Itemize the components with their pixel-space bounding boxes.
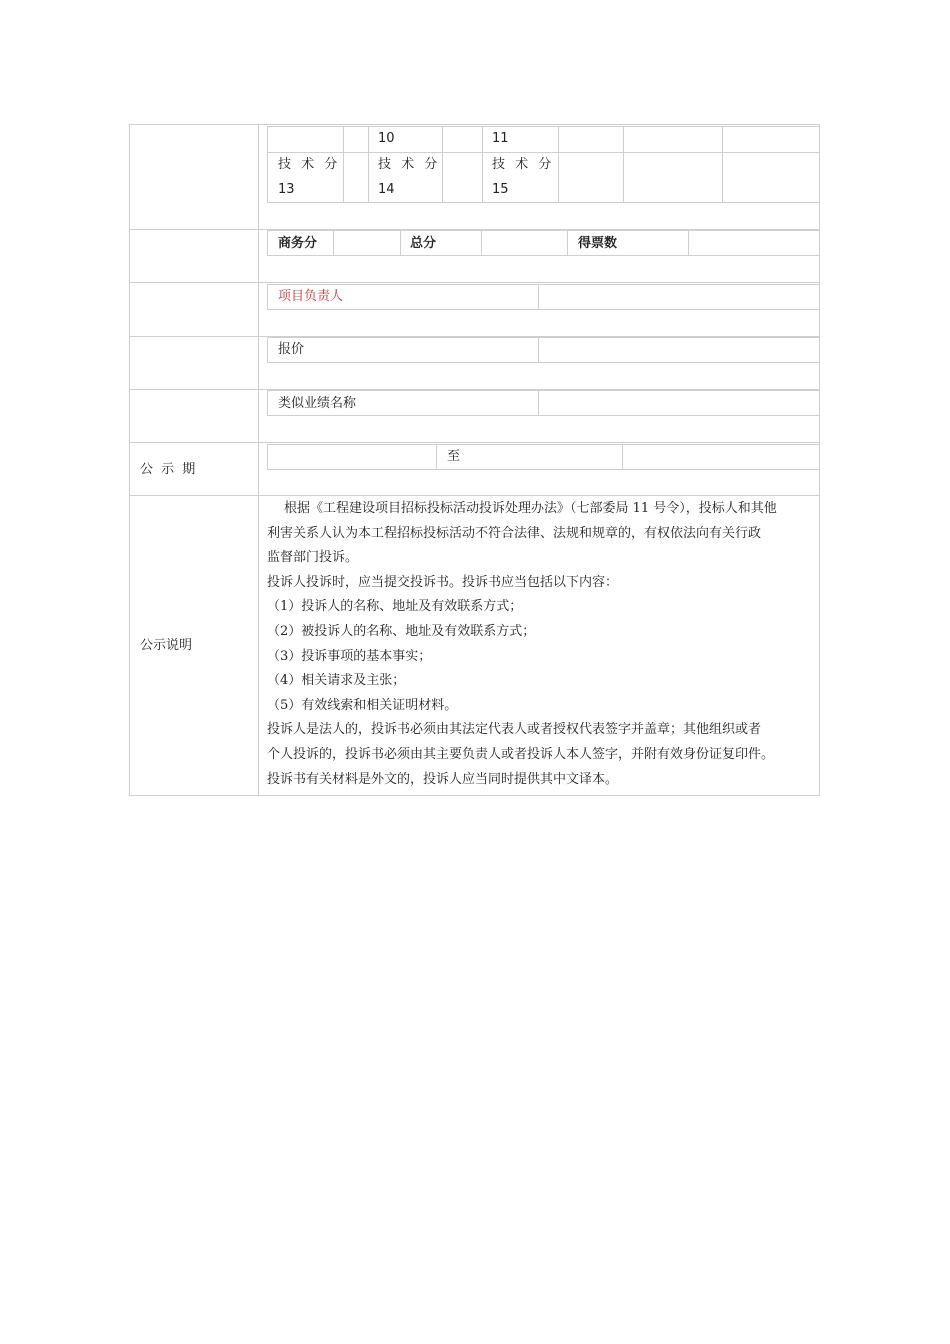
- tech-score-label-15: 技 术 分: [492, 157, 555, 172]
- notice-line: （4）相关请求及主张；: [267, 673, 406, 689]
- tech-score-label-14: 技 术 分: [378, 157, 441, 172]
- notice-line: （3）投诉事项的基本事实；: [267, 648, 432, 664]
- price-grid: [267, 337, 820, 363]
- notice-line: 根据《工程建设项目招标投标活动投诉处理办法》（七部委局 11 号令），投标人和其他: [284, 501, 777, 516]
- total-score-label: 总分: [410, 236, 437, 251]
- label-column-divider: [258, 124, 259, 796]
- tech-score-col-divider: [482, 126, 483, 203]
- price-label: 报价: [278, 342, 305, 357]
- tech-score-label-13: 技 术 分: [278, 157, 341, 172]
- row-separator: [129, 495, 820, 496]
- totals-col-divider: [567, 230, 568, 256]
- totals-col-divider: [481, 230, 482, 256]
- tech-score-col-divider: [343, 126, 344, 203]
- row-separator: [129, 282, 820, 283]
- tech-score-col-divider: [722, 126, 723, 203]
- publicity-period-to: 至: [447, 449, 461, 464]
- notice-line: 投诉书有关材料是外文的，投诉人应当同时提供其中文译本。: [267, 771, 619, 787]
- notice-label: 公示说明: [140, 638, 193, 653]
- tech-score-15: 15: [492, 182, 509, 197]
- notice-line: （2）被投诉人的名称、地址及有效联系方式；: [267, 623, 536, 639]
- totals-col-divider: [688, 230, 689, 256]
- similar-project-label: 类似业绩名称: [278, 396, 357, 411]
- project-manager-divider: [538, 284, 539, 310]
- tech-score-col-divider: [558, 126, 559, 203]
- project-manager-grid: [267, 284, 820, 310]
- notice-line: （1）投诉人的名称、地址及有效联系方式；: [267, 599, 523, 615]
- publicity-period-grid: [267, 444, 820, 470]
- totals-col-divider: [333, 230, 334, 256]
- tech-score-col-divider: [368, 126, 369, 203]
- business-score-label: 商务分: [278, 236, 318, 251]
- totals-col-divider: [400, 230, 401, 256]
- notice-line: 利害关系人认为本工程招标投标活动不符合法律、法规和规章的，有权依法向有关行政: [267, 525, 762, 541]
- publicity-period-label: 公 示 期: [140, 462, 198, 477]
- price-divider: [538, 337, 539, 363]
- tech-score-10: 10: [378, 131, 395, 146]
- tech-score-row-divider: [267, 152, 820, 153]
- notice-line: 投诉人投诉时，应当提交投诉书。投诉书应当包括以下内容：: [267, 574, 619, 590]
- notice-line: 投诉人是法人的，投诉书必须由其法定代表人或者授权代表签字并盖章；其他组织或者: [267, 722, 762, 738]
- tech-score-13: 13: [278, 182, 295, 197]
- publicity-period-divider: [622, 444, 623, 470]
- vote-count-label: 得票数: [578, 236, 618, 251]
- notice-text: [267, 497, 815, 792]
- row-separator: [129, 442, 820, 443]
- tech-score-11: 11: [492, 131, 509, 146]
- notice-line: （5）有效线索和相关证明材料。: [267, 697, 458, 713]
- notice-line: 监督部门投诉。: [267, 550, 359, 566]
- totals-grid: [267, 230, 820, 256]
- similar-divider: [538, 390, 539, 416]
- publicity-period-divider: [436, 444, 437, 470]
- tech-score-col-divider: [623, 126, 624, 203]
- tech-score-14: 14: [378, 182, 395, 197]
- project-manager-label: 项目负责人: [278, 289, 344, 304]
- notice-line: 个人投诉的，投诉书必须由其主要负责人或者投诉人本人签字，并附有效身份证复印件。: [267, 746, 775, 762]
- tech-score-col-divider: [442, 126, 443, 203]
